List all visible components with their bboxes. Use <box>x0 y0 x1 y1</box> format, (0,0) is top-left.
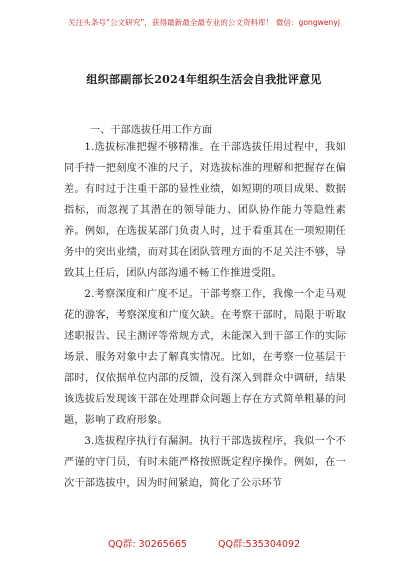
footer-qq-group-2: QQ群:535304092 <box>218 539 301 550</box>
document-title: 组织部副部长2024年组织生活会自我批评意见 <box>86 73 322 86</box>
paragraph-2: 2.考察深度和广度不足。干部考察工作，我像一个走马观花的游客，考察深度和广度欠缺。在考察干部时，局限于听取述职报告、民主测评等常规方式，未能深入到干部工作的实际场景、服务对象中去了解真实情况。比如，在考察一位基层干部时，仅依据单位内部的反馈，没有深入到群众中调研，结果该选拔后发现该干部在处理群众问题上存在方式简单粗暴的问题，影响了政府形象。 <box>64 289 346 426</box>
top-banner: 关注头条号“公文研究”，获得最新最全最专业的公文资料库！ 微信：gongwenyj <box>68 18 340 27</box>
footer-qq-group-1: QQ群: 30265665 <box>107 539 187 550</box>
footer-contacts <box>0 536 408 550</box>
paragraph-1: 1.选拔标准把握不够精准。在干部选拔任用过程中，我如同手持一把刻度不准的尺子，对选拔标准的理解和把握存在偏差。有时过于注重干部的显性业绩，如短期的项目成果、数据指标，而忽视了其潜在的领导能力、团队协作能力等隐性素养。例如，在选拔某部门负责人时，过于看重其在一项短期任务中的突出业绩，而对其在团队管理方面的不足关注不够，导致其上任后，团队内部沟通不畅工作推进受阻。 <box>64 142 346 279</box>
paragraph-3: 3.选拔程序执行有漏洞。执行干部选拔程序，我似一个不严谨的守门员，有时未能严格按照既定程序操作。例如，在一次干部选拔中，因为时间紧迫，简化了公示环节 <box>64 436 346 489</box>
document-body <box>64 137 346 494</box>
section-heading: 一、干部选拔任用工作方面 <box>90 125 213 136</box>
